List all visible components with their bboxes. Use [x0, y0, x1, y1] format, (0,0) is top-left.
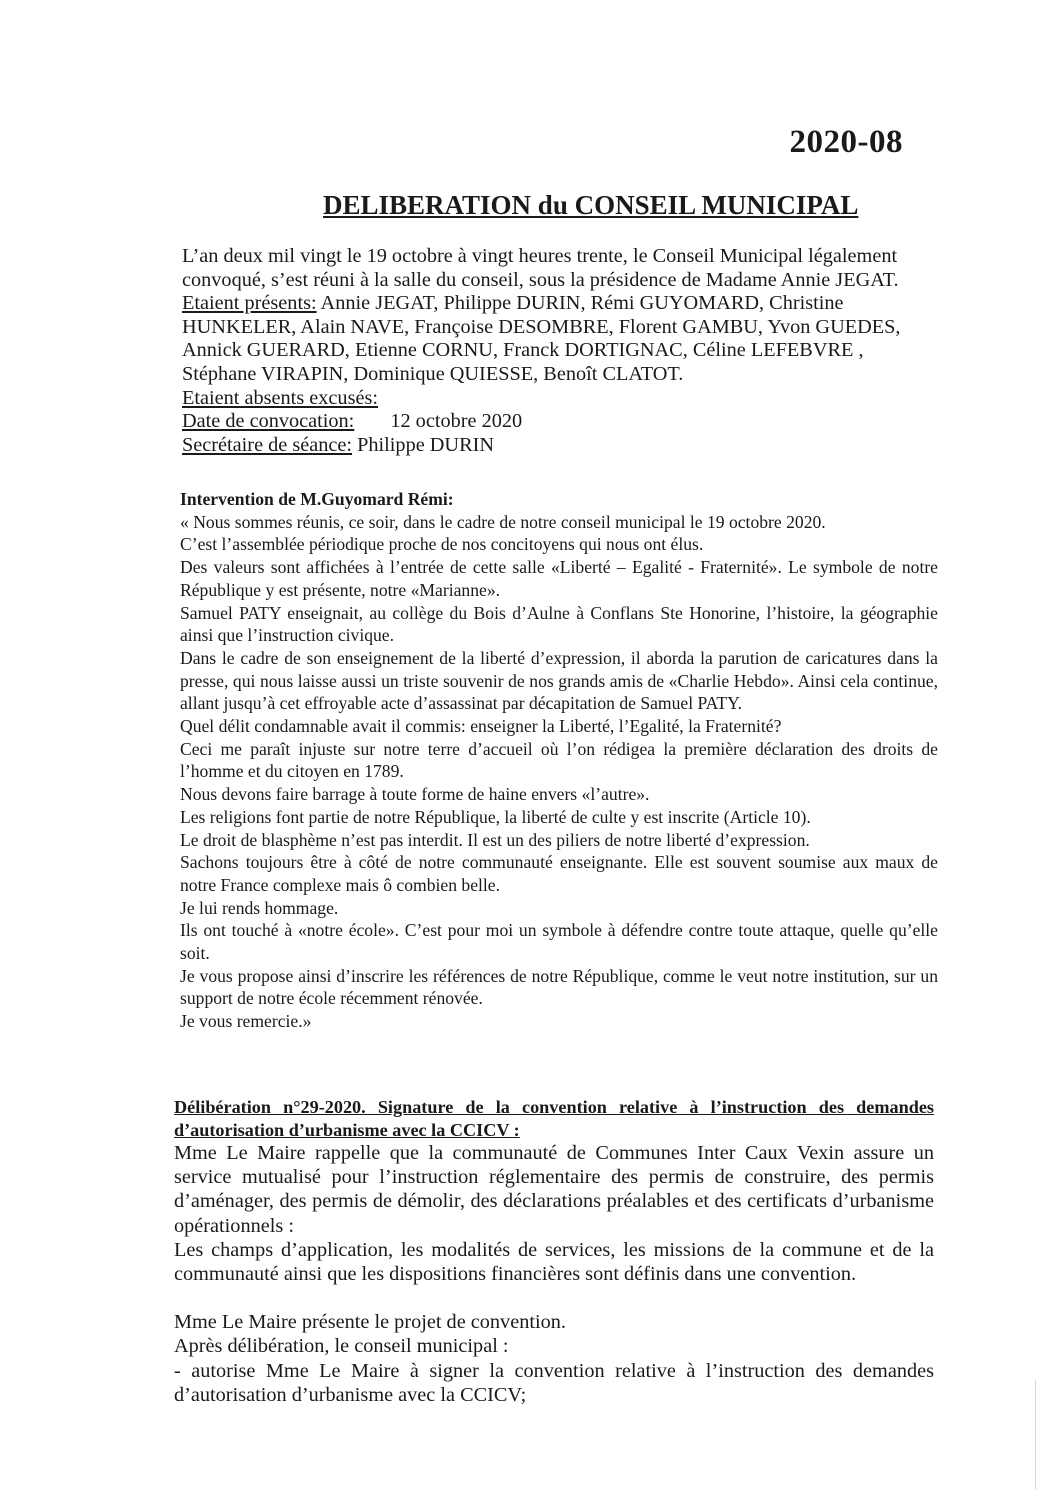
attendees-names: Annie JEGAT, Philippe DURIN, Rémi GUYOMARD, Christine: [316, 292, 844, 315]
intervention-paragraph: Samuel PATY enseignait, au collège du Bois d’Aulne à Conflans Ste Honorine, l’histoire, la géographie ainsi que l’instruction civique.: [180, 602, 938, 646]
intervention-paragraph: Je vous remercie.»: [180, 1011, 312, 1032]
intro-line: convoqué, s’est réuni à la salle du conseil, sous la présidence de Madame Annie JEGAT.: [182, 268, 899, 291]
intervention-heading: Intervention de M.Guyomard Rémi:: [180, 489, 454, 509]
intervention-paragraph: Ils ont touché à «notre école». C’est pour moi un symbole à défendre contre toute attaque, quelle qu’elle soit.: [180, 920, 938, 964]
intervention-paragraph: « Nous sommes réunis, ce soir, dans le cadre de notre conseil municipal le 19 octobre 2020.: [180, 511, 826, 532]
convocation-label: Date de convocation:: [182, 410, 355, 433]
secretary-label: Secrétaire de séance:: [182, 433, 353, 456]
meeting-intro: [182, 245, 937, 457]
intervention-paragraph: Ceci me paraît injuste sur notre terre d’accueil où l’on rédigea la première déclaration des droits de l’homme et du citoyen en 1789.: [180, 738, 938, 782]
deliberation-paragraph: - autorise Mme Le Maire à signer la convention relative à l’instruction des demandes d’autorisation d’urbanisme avec la CCICV;: [174, 1359, 934, 1406]
secretary-line: [182, 434, 937, 458]
attendees-line: Annick GUERARD, Etienne CORNU, Franck DORTIGNAC, Céline LEFEBVRE ,: [182, 339, 864, 362]
deliberation-paragraph: Mme Le Maire présente le projet de convention.: [174, 1311, 566, 1334]
intervention-paragraph: Sachons toujours être à côté de notre communauté enseignante. Elle est souvent soumise aux maux de notre France complexe mais ô combien belle.: [180, 852, 938, 895]
present-label: Etaient présents:: [182, 292, 317, 315]
intro-line: L’an deux mil vingt le 19 octobre à vingt heures trente, le Conseil Municipal légalement: [182, 245, 898, 267]
attendees-line: [182, 292, 937, 316]
intervention-paragraph: Dans le cadre de son enseignement de la liberté d’expression, il aborda la parution de caricatures dans la presse, qui nous laisse aussi un triste souvenir de nos grands amis de «Charlie Hebdo». Ainsi cela continue, allant jusqu’à cet effroyable acte d’assassinat par décapitation de Samuel PATY.: [180, 647, 938, 714]
attendees-line: HUNKELER, Alain NAVE, Françoise DESOMBRE, Florent GAMBU, Yvon GUEDES,: [182, 315, 901, 338]
deliberation-paragraph: Après délibération, le conseil municipal :: [174, 1335, 509, 1358]
intervention-paragraph: Les religions font partie de notre République, la liberté de culte y est inscrite (Article 10).: [180, 806, 811, 827]
intervention-paragraph: Je vous propose ainsi d’inscrire les références de notre République, comme le veut notre institution, sur un support de notre école récemment rénovée.: [180, 965, 938, 1009]
deliberation-section: [174, 1096, 934, 1407]
absent-label: Etaient absents excusés:: [182, 386, 378, 409]
intervention-paragraph: C’est l’assemblée périodique proche de nos concitoyens qui nous ont élus.: [180, 534, 704, 555]
deliberation-paragraph: Mme Le Maire rappelle que la communauté de Communes Inter Caux Vexin assure un service mutualisé pour l’instruction réglementaire des permis de construire, des permis d’aménager, des permis de démolir, des déclarations préalables et des certificats d’urbanisme opérationnels :: [174, 1142, 934, 1237]
intervention-paragraph: Nous devons faire barrage à toute forme de haine envers «l’autre».: [180, 784, 650, 805]
intervention-section: [180, 488, 938, 1033]
document-reference: 2020-08: [789, 124, 903, 160]
document-title: DELIBERATION du CONSEIL MUNICIPAL: [323, 190, 859, 220]
convocation-line: [182, 410, 937, 434]
convocation-date: 12 octobre 2020: [390, 410, 523, 433]
absent-line: [182, 387, 937, 411]
intervention-paragraph: Le droit de blasphème n’est pas interdit. Il est un des piliers de notre liberté d’expression.: [180, 829, 810, 850]
secretary-name: Philippe DURIN: [352, 433, 494, 456]
intervention-paragraph: Quel délit condamnable avait il commis: enseigner la Liberté, l’Egalité, la Fraternité?: [180, 716, 782, 737]
intervention-paragraph: Je lui rends hommage.: [180, 897, 339, 918]
scan-edge-line: [1035, 1380, 1036, 1490]
deliberation-paragraph: Les champs d’application, les modalités de services, les missions de la commune et de la communauté ainsi que les dispositions financières sont définis dans une convention.: [174, 1238, 934, 1286]
deliberation-heading: Délibération n°29-2020. Signature de la convention relative à l’instruction des demandes d’autorisation d’urbanisme avec la CCICV :: [174, 1097, 934, 1140]
attendees-line: Stéphane VIRAPIN, Dominique QUIESSE, Benoît CLATOT.: [182, 362, 684, 385]
intervention-paragraph: Des valeurs sont affichées à l’entrée de cette salle «Liberté – Egalité - Fraternité». Le symbole de notre République y est présente, notre «Marianne».: [180, 557, 938, 600]
